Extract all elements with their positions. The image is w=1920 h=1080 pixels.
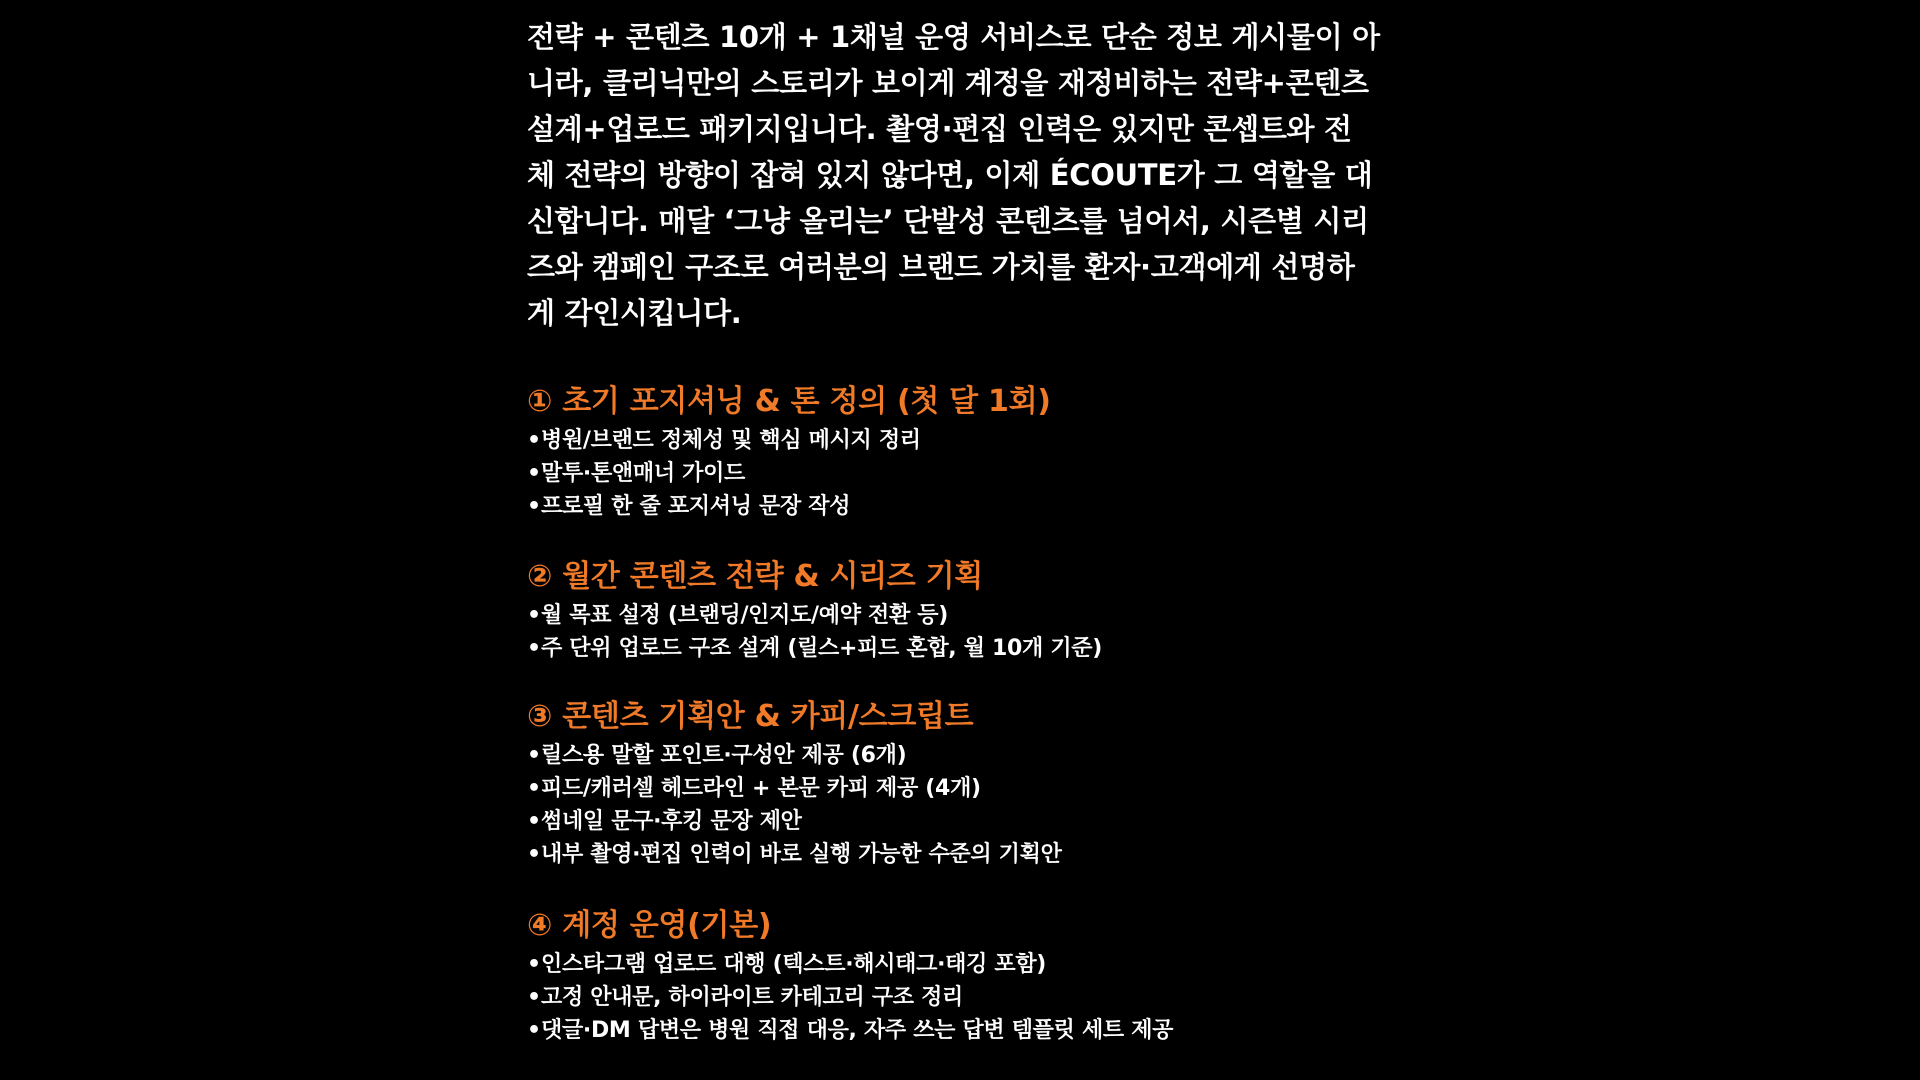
section-title: ② 월간 콘텐츠 전략 & 시리즈 기획 [527, 559, 983, 594]
bullet-icon: • [527, 842, 541, 867]
list-item-text: 릴스용 말할 포인트·구성안 제공 (6개) [541, 743, 907, 768]
intro-line: 설계+업로드 패키지입니다. 촬영·편집 인력은 있지만 콘셉트와 전 [527, 112, 1352, 146]
list-item [527, 772, 1062, 805]
bullet-icon: • [527, 743, 541, 768]
intro-line: 신합니다. 매달 ‘그냥 올리는’ 단발성 콘텐츠를 넘어서, 시즌별 시리 [527, 204, 1369, 238]
intro-line: 전략 + 콘텐츠 10개 + 1채널 운영 서비스로 단순 정보 게시물이 아 [527, 20, 1380, 54]
section-account-operation [527, 904, 1173, 1047]
bullet-icon: • [527, 636, 541, 661]
list-item [527, 805, 1062, 838]
section-content-planning [527, 695, 1062, 871]
list-item-text: 내부 촬영·편집 인력이 바로 실행 가능한 수준의 기획안 [541, 842, 1062, 867]
list-item-text: 말투·톤앤매너 가이드 [541, 461, 745, 486]
list-item [527, 1014, 1173, 1047]
section-positioning [527, 380, 1051, 523]
bullet-list [527, 948, 1173, 1047]
list-item-text: 병원/브랜드 정체성 및 핵심 메시지 정리 [541, 428, 921, 453]
intro-line: 체 전략의 방향이 잡혀 있지 않다면, 이제 ÉCOUTE가 그 역할을 대 [527, 158, 1373, 192]
bullet-list [527, 599, 1102, 665]
service-description [527, 14, 1397, 1043]
intro-line: 니라, 클리닉만의 스토리가 보이게 계정을 재정비하는 전략+콘텐츠 [527, 66, 1369, 100]
bullet-icon: • [527, 776, 541, 801]
section-title: ③ 콘텐츠 기획안 & 카피/스크립트 [527, 699, 974, 734]
list-item-text: 인스타그램 업로드 대행 (텍스트·해시태그·태깅 포함) [541, 952, 1047, 977]
list-item-text: 썸네일 문구·후킹 문장 제안 [541, 809, 802, 834]
list-item [527, 632, 1102, 665]
list-item-text: 피드/캐러셀 헤드라인 + 본문 카피 제공 (4개) [541, 776, 981, 801]
bullet-icon: • [527, 494, 541, 519]
bullet-icon: • [527, 952, 541, 977]
intro-line: 즈와 캠페인 구조로 여러분의 브랜드 가치를 환자·고객에게 선명하 [527, 250, 1355, 284]
bullet-icon: • [527, 603, 541, 628]
list-item-text: 주 단위 업로드 구조 설계 (릴스+피드 혼합, 월 10개 기준) [541, 636, 1102, 661]
section-monthly-strategy [527, 555, 1102, 665]
bullet-icon: • [527, 809, 541, 834]
bullet-icon: • [527, 428, 541, 453]
section-title: ① 초기 포지셔닝 & 톤 정의 (첫 달 1회) [527, 384, 1051, 419]
list-item [527, 457, 1051, 490]
bullet-icon: • [527, 1018, 541, 1043]
list-item [527, 981, 1173, 1014]
intro-paragraph [527, 14, 1397, 336]
bullet-list [527, 424, 1051, 523]
list-item [527, 424, 1051, 457]
list-item-text: 프로필 한 줄 포지셔닝 문장 작성 [541, 494, 851, 519]
intro-line: 게 각인시킵니다. [527, 296, 742, 330]
bullet-list [527, 739, 1062, 871]
list-item [527, 739, 1062, 772]
list-item [527, 838, 1062, 871]
list-item-text: 월 목표 설정 (브랜딩/인지도/예약 전환 등) [541, 603, 949, 628]
list-item-text: 고정 안내문, 하이라이트 카테고리 구조 정리 [541, 985, 963, 1010]
bullet-icon: • [527, 461, 541, 486]
bullet-icon: • [527, 985, 541, 1010]
list-item [527, 490, 1051, 523]
list-item [527, 599, 1102, 632]
section-title: ④ 계정 운영(기본) [527, 908, 772, 943]
list-item-text: 댓글·DM 답변은 병원 직접 대응, 자주 쓰는 답변 템플릿 세트 제공 [541, 1018, 1174, 1043]
list-item [527, 948, 1173, 981]
